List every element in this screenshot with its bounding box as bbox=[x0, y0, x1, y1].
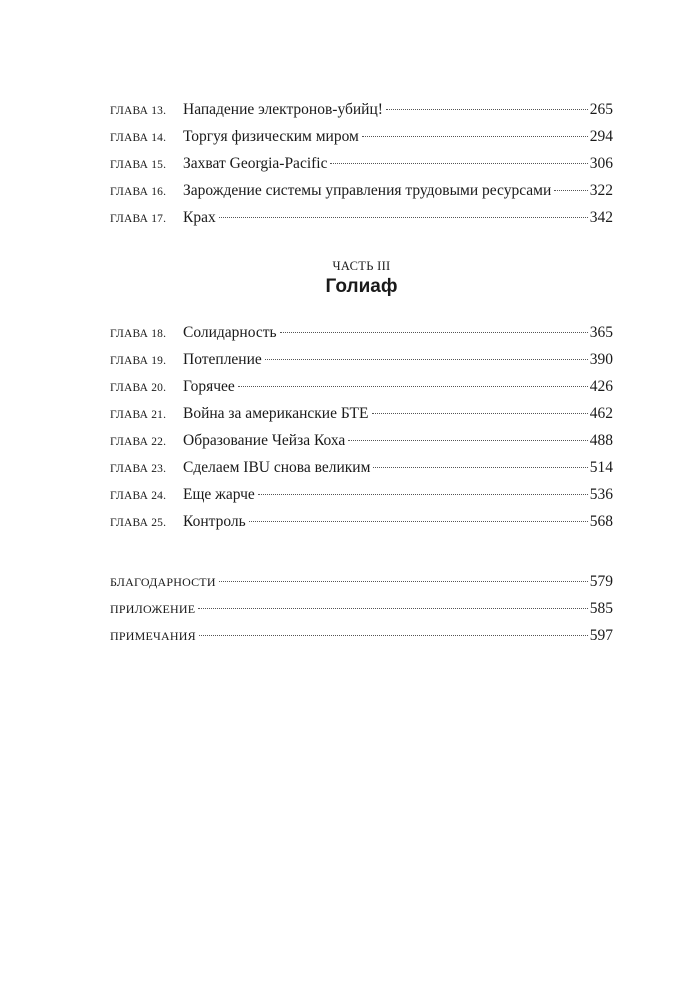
page-number: 426 bbox=[589, 378, 613, 395]
chapter-title: Сделаем IBU снова великим bbox=[183, 459, 371, 476]
chapter-label: ГЛАВА 25. bbox=[110, 517, 167, 529]
page-number: 306 bbox=[589, 155, 613, 172]
dot-leader bbox=[198, 607, 587, 609]
dot-leader bbox=[386, 108, 588, 110]
toc-entry[interactable] bbox=[110, 346, 613, 373]
page-number: 536 bbox=[589, 486, 613, 503]
chapter-label: ГЛАВА 19. bbox=[110, 355, 167, 367]
chapter-label: ГЛАВА 13. bbox=[110, 105, 167, 117]
chapter-title: Потепление bbox=[183, 351, 262, 368]
toc-entry[interactable] bbox=[110, 481, 613, 508]
toc-entry-notes[interactable] bbox=[110, 622, 613, 649]
dot-leader bbox=[373, 466, 587, 468]
dot-leader bbox=[362, 135, 588, 137]
toc-entry-acknowledgements[interactable] bbox=[110, 568, 613, 595]
chapter-title: Война за американские БТЕ bbox=[183, 405, 369, 422]
page-number: 585 bbox=[589, 600, 613, 617]
chapter-label: ГЛАВА 24. bbox=[110, 490, 167, 502]
page-number: 488 bbox=[589, 432, 613, 449]
page-number: 365 bbox=[589, 324, 613, 341]
dot-leader bbox=[199, 634, 588, 636]
chapter-label: ГЛАВА 20. bbox=[110, 382, 167, 394]
toc-entry[interactable] bbox=[110, 454, 613, 481]
chapter-label: ГЛАВА 15. bbox=[110, 159, 167, 171]
table-of-contents bbox=[110, 96, 613, 649]
backmatter-title: БЛАГОДАРНОСТИ bbox=[110, 575, 216, 589]
part-title[interactable]: Голиаф bbox=[325, 276, 398, 297]
part-header bbox=[110, 258, 613, 299]
dot-leader bbox=[249, 520, 588, 522]
chapter-label: ГЛАВА 21. bbox=[110, 409, 167, 421]
chapter-title: Еще жарче bbox=[183, 486, 255, 503]
dot-leader bbox=[280, 331, 588, 333]
toc-entry[interactable] bbox=[110, 96, 613, 123]
toc-entry[interactable] bbox=[110, 177, 613, 204]
page-number: 294 bbox=[589, 128, 613, 145]
dot-leader bbox=[348, 439, 587, 441]
chapter-title: Торгуя физическим миром bbox=[183, 128, 359, 145]
chapter-title: Нападение электронов-убийц! bbox=[183, 101, 383, 118]
page-number: 568 bbox=[589, 513, 613, 530]
toc-entry[interactable] bbox=[110, 427, 613, 454]
toc-entry[interactable] bbox=[110, 123, 613, 150]
chapter-title: Контроль bbox=[183, 513, 246, 530]
page-number: 462 bbox=[589, 405, 613, 422]
chapter-label: ГЛАВА 14. bbox=[110, 132, 167, 144]
page-number: 597 bbox=[589, 627, 613, 644]
page-number: 390 bbox=[589, 351, 613, 368]
toc-backmatter bbox=[110, 568, 613, 649]
page-number: 514 bbox=[589, 459, 613, 476]
backmatter-title: ПРИМЕЧАНИЯ bbox=[110, 629, 196, 643]
toc-entry-appendix[interactable] bbox=[110, 595, 613, 622]
chapter-title: Зарождение системы управления трудовыми ресурсами bbox=[183, 182, 552, 199]
toc-entry[interactable] bbox=[110, 319, 613, 346]
chapter-title: Захват Georgia-Pacific bbox=[183, 155, 328, 172]
toc-part3 bbox=[110, 319, 613, 535]
toc-entry[interactable] bbox=[110, 373, 613, 400]
chapter-title: Образование Чейза Коха bbox=[183, 432, 346, 449]
page-number: 342 bbox=[589, 209, 613, 226]
dot-leader bbox=[265, 358, 588, 360]
backmatter-title: ПРИЛОЖЕНИЕ bbox=[110, 602, 196, 616]
dot-leader bbox=[330, 162, 587, 164]
chapter-label: ГЛАВА 18. bbox=[110, 328, 167, 340]
dot-leader bbox=[258, 493, 588, 495]
dot-leader bbox=[238, 385, 588, 387]
part-label: ЧАСТЬ III bbox=[332, 259, 391, 273]
chapter-title: Солидарность bbox=[183, 324, 277, 341]
dot-leader bbox=[219, 580, 588, 582]
chapter-label: ГЛАВА 23. bbox=[110, 463, 167, 475]
dot-leader bbox=[219, 216, 588, 218]
chapter-title: Крах bbox=[183, 209, 216, 226]
dot-leader bbox=[372, 412, 588, 414]
chapter-label: ГЛАВА 22. bbox=[110, 436, 167, 448]
page-number: 265 bbox=[589, 101, 613, 118]
toc-entry[interactable] bbox=[110, 150, 613, 177]
chapter-label: ГЛАВА 16. bbox=[110, 186, 167, 198]
toc-entry[interactable] bbox=[110, 204, 613, 231]
toc-part2-tail bbox=[110, 96, 613, 231]
page-number: 322 bbox=[589, 182, 613, 199]
chapter-label: ГЛАВА 17. bbox=[110, 213, 167, 225]
toc-entry[interactable] bbox=[110, 508, 613, 535]
dot-leader bbox=[554, 189, 587, 191]
chapter-title: Горячее bbox=[183, 378, 235, 395]
page-number: 579 bbox=[589, 573, 613, 590]
toc-entry[interactable] bbox=[110, 400, 613, 427]
